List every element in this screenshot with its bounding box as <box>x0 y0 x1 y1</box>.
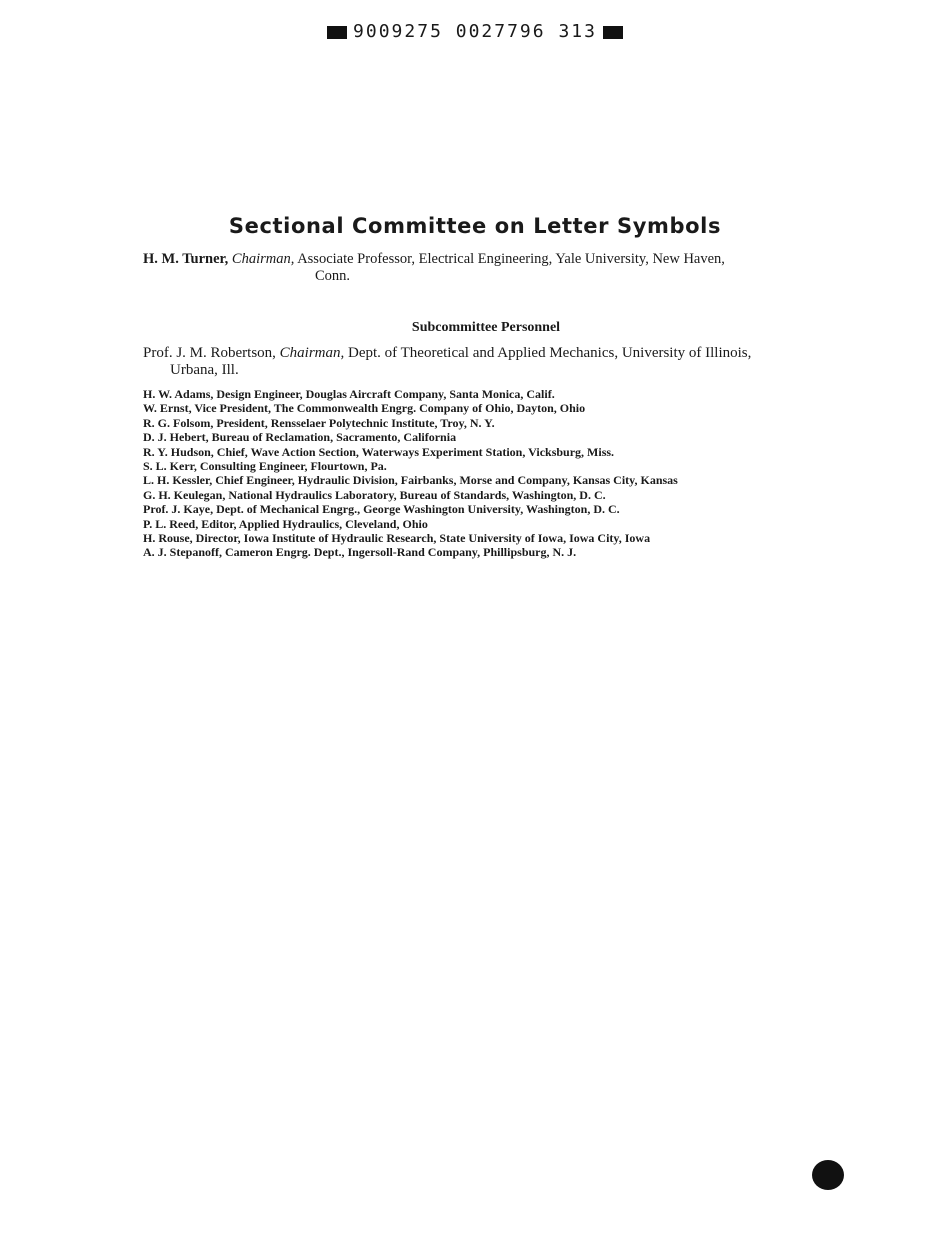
member-item: W. Ernst, Vice President, The Commonwealth Engrg. Company of Ohio, Dayton, Ohio <box>143 401 586 416</box>
header-code-text: 9009275 0027796 313 <box>353 21 597 42</box>
member-item: R. G. Folsom, President, Rensselaer Polytechnic Institute, Troy, N. Y. <box>143 415 495 430</box>
chairman-affiliation-continuation: Conn. <box>315 268 351 284</box>
member-item: A. J. Stepanoff, Cameron Engrg. Dept., Ingersoll-Rand Company, Phillipsburg, N. J. <box>143 545 577 560</box>
member-item: H. W. Adams, Design Engineer, Douglas Aircraft Company, Santa Monica, Calif. <box>143 387 555 401</box>
member-item: P. L. Reed, Editor, Applied Hydraulics, Cleveland, Ohio <box>143 516 428 531</box>
subcommittee-heading: Subcommittee Personnel <box>411 320 561 335</box>
member-item: Prof. J. Kaye, Dept. of Mechanical Engrg., George Washington University, Washington, D. C. <box>143 502 620 517</box>
page-title: Sectional Committee on Letter Symbols <box>228 214 722 238</box>
subcommittee-chair-continuation: Urbana, Ill. <box>170 362 239 378</box>
member-item: R. Y. Hudson, Chief, Wave Action Section, Waterways Experiment Station, Vicksburg, Miss. <box>143 444 615 459</box>
scan-mark-dot <box>812 1160 844 1190</box>
chairman-name: H. M. Turner, <box>143 251 229 267</box>
subcommittee-chair-affiliation: Dept. of Theoretical and Applied Mechanics, University of Illinois, <box>348 345 752 361</box>
subcommittee-chair-name: Prof. J. M. Robertson, <box>143 345 276 361</box>
subcommittee-chairman <box>143 345 853 379</box>
member-item: G. H. Keulegan, National Hydraulics Laboratory, Bureau of Standards, Washington, D. C. <box>143 487 606 502</box>
member-item: D. J. Hebert, Bureau of Reclamation, Sacramento, California <box>143 430 457 445</box>
header-block-right <box>603 26 623 39</box>
member-item: L. H. Kessler, Chief Engineer, Hydraulic Division, Fairbanks, Morse and Company, Kansas City, Kansas <box>143 473 678 488</box>
member-item: S. L. Kerr, Consulting Engineer, Flourtown, Pa. <box>143 459 387 474</box>
chairman-role: Chairman, <box>231 251 295 267</box>
document-header-code <box>0 20 950 44</box>
header-block-left <box>327 26 347 39</box>
chairman-affiliation: Associate Professor, Electrical Engineering, Yale University, New Haven, <box>297 251 725 267</box>
member-item: H. Rouse, Director, Iowa Institute of Hydraulic Research, State University of Iowa, Iowa City, Iowa <box>143 531 651 546</box>
member-list <box>143 387 843 560</box>
subcommittee-chair-role: Chairman, <box>279 345 345 361</box>
committee-chairman <box>143 251 843 285</box>
